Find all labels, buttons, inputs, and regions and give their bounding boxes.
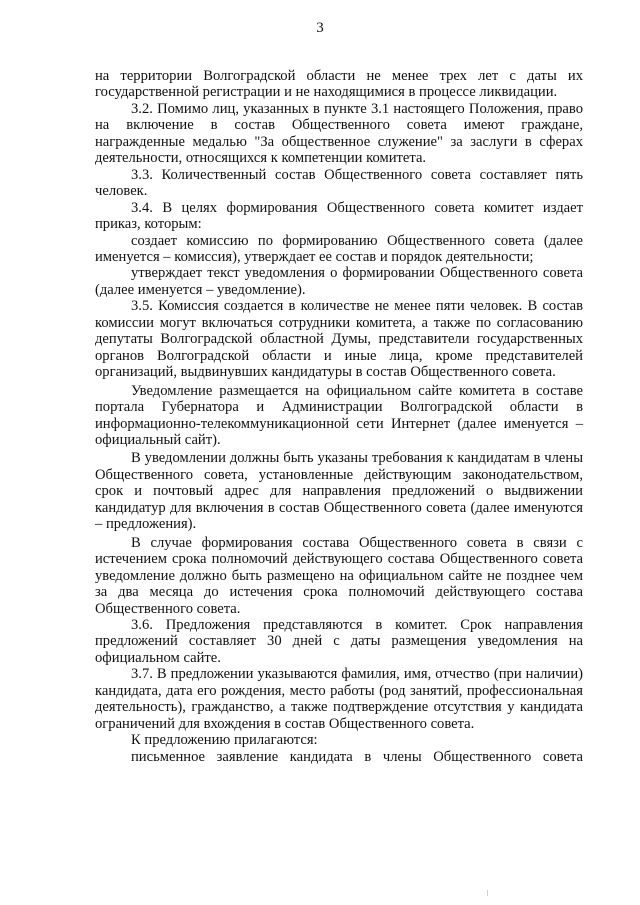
paragraph: 3.2. Помимо лиц, указанных в пункте 3.1 настоящего Положения, право на включение в состав Общественного совета имеют граждане, награжденные медалью "За общественное служение" за заслуги в сферах деятельности, относящихся к компетенции комитета.: [95, 100, 583, 167]
paragraph: 3.3. Количественный состав Общественного совета составляет пять человек.: [95, 166, 583, 200]
paragraph: 3.7. В предложении указываются фамилия, имя, отчество (при наличии) кандидата, дата его рождения, место работы (род занятий, профессиональная деятельность), гражданство, а также подтверждение отсутствия у кандидата ограничений для вхождения в состав Общественного совета.: [95, 666, 583, 732]
paragraph: К предложению прилагаются:: [131, 732, 318, 749]
document-body: [95, 68, 583, 765]
page-number: 3: [316, 20, 324, 36]
paragraph: письменное заявление кандидата в члены Общественного совета: [131, 748, 583, 765]
paragraph: на территории Волгоградской области не менее трех лет с даты их государственной регистрации и не находящимися в процессе ликвидации.: [95, 68, 583, 101]
paragraph: 3.6. Предложения представляются в комитет. Срок направления предложений составляет 30 дней с даты размещения уведомления на официальном сайте.: [95, 616, 583, 666]
scan-mark: [487, 890, 488, 896]
paragraph: 3.4. В целях формирования Общественного совета комитет издает приказ, которым:: [95, 199, 583, 233]
paragraph: В уведомлении должны быть указаны требования к кандидатам в члены Общественного совета, установленные действующим законодательством, срок и почтовый адрес для направления предложений о выдвижении кандидатур для включения в состав Общественного совета (далее именуются – предложения).: [95, 450, 583, 533]
paragraph: создает комиссию по формированию Общественного совета (далее именуется – комиссия), утверждает ее состав и порядок деятельности;: [95, 232, 583, 265]
paragraph: утверждает текст уведомления о формировании Общественного совета (далее именуется – уведомление).: [95, 265, 583, 298]
paragraph: В случае формирования состава Общественного совета в связи с истечением срока полномочий действующего состава Общественного совета уведомление должно быть размещено на официальном сайте не позднее чем за два месяца до истечения срока полномочий действующего состава Общественного совета.: [95, 534, 583, 617]
paragraph: 3.5. Комиссия создается в количестве не менее пяти человек. В состав комиссии могут включаться сотрудники комитета, а также по согласованию депутаты Волгоградской областной Думы, представители государственных органов Волгоградской области и иные лица, кроме представителей организаций, выдвинувших кандидатуры в состав Общественного совета.: [95, 298, 583, 381]
paragraph: Уведомление размещается на официальном сайте комитета в составе портала Губернатора и Администрации Волгоградской области в информационно-телекоммуникационной сети Интернет (далее именуется – официальный сайт).: [95, 382, 583, 448]
